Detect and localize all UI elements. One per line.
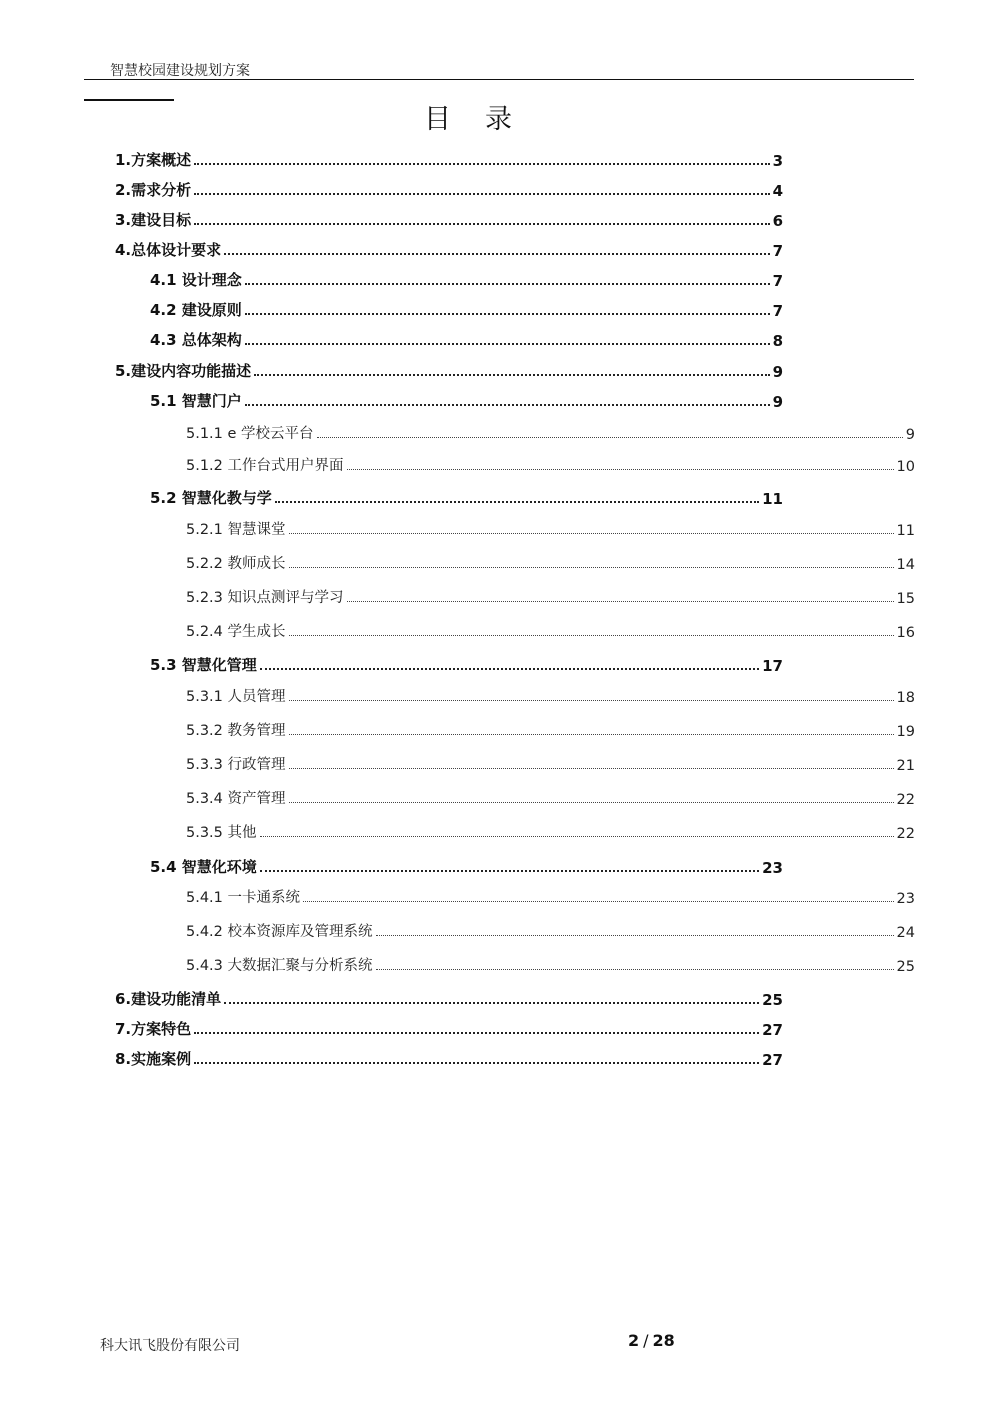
toc-entry-page: 6 [772,212,783,230]
toc-leader [347,469,894,470]
running-header-title: 智慧校园建设规划方案 [110,63,250,79]
toc-entry-label: 5.4.3 大数据汇聚与分析系统 [186,958,373,974]
toc-entry[interactable] [115,1017,783,1039]
toc-entry-label: 5.4.2 校本资源库及管理系统 [186,924,373,940]
footer-page-separator: / [643,1331,649,1350]
toc-entry-label: 3.建设目标 [115,211,192,229]
toc-leader [289,635,894,636]
toc-entry-label: 4.总体设计要求 [115,241,222,259]
toc-entry-page: 14 [896,557,915,573]
toc-entry[interactable] [115,148,783,170]
toc-entry-label: 4.1 设计理念 [150,271,242,289]
toc-entry-page: 24 [896,925,915,941]
toc-entry-page: 16 [896,625,915,641]
toc-leader [289,768,894,769]
toc-entry[interactable] [115,238,783,260]
toc-entry-page: 11 [762,490,783,508]
toc-entry-label: 5.3.4 资产管理 [186,791,286,807]
toc-entry[interactable] [150,268,783,290]
header-rule [84,79,914,80]
toc-leader [376,969,894,970]
toc-entry-label: 5.4.1 一卡通系统 [186,890,301,906]
toc-entry-page: 4 [772,182,783,200]
toc-entry-page: 8 [772,332,783,350]
toc-entry[interactable] [186,517,915,539]
toc-entry[interactable] [186,820,915,842]
toc-leader [224,253,769,255]
toc-entry-label: 5.1.2 工作台式用户界面 [186,458,344,474]
toc-entry-label: 5.2.1 智慧课堂 [186,522,286,538]
toc-leader [254,374,769,376]
toc-entry-label: 5.2.4 学生成长 [186,624,286,640]
footer-total-pages: 28 [652,1331,675,1350]
toc-leader [347,601,894,602]
toc-entry[interactable] [115,208,783,230]
toc-leader [260,870,759,872]
toc-entry[interactable] [186,919,915,941]
toc-entry-page: 9 [905,427,915,443]
toc-entry[interactable] [150,855,783,877]
toc-entry-page: 9 [772,393,783,411]
toc-entry-label: 5.3 智慧化管理 [150,656,257,674]
toc-entry-label: 5.3.1 人员管理 [186,689,286,705]
toc-entry[interactable] [186,786,915,808]
toc-entry[interactable] [186,752,915,774]
toc-leader [260,668,759,670]
toc-leader [194,1032,759,1034]
toc-entry[interactable] [150,298,783,320]
toc-entry-page: 23 [762,859,783,877]
toc-entry[interactable] [186,885,915,907]
toc-entry[interactable] [150,486,783,508]
toc-entry-page: 21 [896,758,915,774]
toc-entry-page: 7 [772,272,783,290]
toc-entry-page: 27 [762,1051,783,1069]
toc-leader [224,1002,759,1004]
toc-entry[interactable] [115,359,783,381]
toc-leader [289,700,894,701]
toc-leader [376,935,894,936]
toc-leader [289,802,894,803]
toc-entry[interactable] [186,684,915,706]
toc-entry-page: 7 [772,242,783,260]
toc-entry-label: 6.建设功能清单 [115,990,222,1008]
toc-entry[interactable] [150,653,783,675]
toc-entry-page: 11 [896,523,915,539]
toc-entry[interactable] [115,987,783,1009]
toc-entry-page: 19 [896,724,915,740]
toc-entry[interactable] [186,421,915,443]
toc-entry[interactable] [186,551,915,573]
toc-leader [194,193,769,195]
toc-entry-page: 23 [896,891,915,907]
toc-entry-label: 8.实施案例 [115,1050,192,1068]
toc-entry-label: 5.3.2 教务管理 [186,723,286,739]
toc-entry-label: 5.4 智慧化环境 [150,858,257,876]
toc-entry-page: 9 [772,363,783,381]
toc-entry-page: 10 [896,459,915,475]
toc-leader [245,404,770,406]
toc-leader [260,836,894,837]
toc-entry-page: 25 [896,959,915,975]
toc-entry[interactable] [150,328,783,350]
toc-entry[interactable] [186,718,915,740]
toc-leader [289,533,894,534]
toc-entry-page: 3 [772,152,783,170]
toc-entry-label: 5.建设内容功能描述 [115,362,252,380]
toc-entry-page: 27 [762,1021,783,1039]
toc-entry-label: 4.2 建设原则 [150,301,242,319]
toc-leader [289,734,894,735]
toc-entry[interactable] [186,585,915,607]
toc-entry-label: 5.2.3 知识点测评与学习 [186,590,344,606]
toc-entry-label: 5.2 智慧化教与学 [150,489,272,507]
toc-entry-page: 22 [896,792,915,808]
toc-entry-page: 7 [772,302,783,320]
toc-entry[interactable] [115,178,783,200]
toc-entry[interactable] [150,389,783,411]
toc-entry-label: 1.方案概述 [115,151,192,169]
toc-leader [317,437,903,438]
toc-entry-label: 5.3.3 行政管理 [186,757,286,773]
toc-entry[interactable] [186,953,915,975]
toc-leader [245,343,770,345]
toc-leader [194,1062,759,1064]
toc-entry-label: 5.3.5 其他 [186,825,257,841]
toc-leader [194,163,769,165]
toc-entry-page: 25 [762,991,783,1009]
toc-entry-label: 7.方案特色 [115,1020,192,1038]
toc-entry[interactable] [186,619,915,641]
toc-leader [245,283,770,285]
toc-entry-label: 5.2.2 教师成长 [186,556,286,572]
toc-entry-label: 5.1 智慧门户 [150,392,242,410]
toc-entry-page: 18 [896,690,915,706]
toc-heading: 目录 [424,104,546,135]
footer-page-number [628,1331,675,1350]
toc-entry[interactable] [186,453,915,475]
toc-leader [289,567,894,568]
toc-entry-page: 17 [762,657,783,675]
toc-entry-page: 22 [896,826,915,842]
toc-entry[interactable] [115,1047,783,1069]
toc-entry-label: 2.需求分析 [115,181,192,199]
toc-entry-label: 4.3 总体架构 [150,331,242,349]
toc-leader [275,501,759,503]
footer-company: 科大讯飞股份有限公司 [100,1338,240,1354]
toc-leader [245,313,770,315]
toc-entry-label: 5.1.1 e 学校云平台 [186,426,314,442]
toc-entry-page: 15 [896,591,915,607]
toc-leader [303,901,894,902]
footer-current-page: 2 [628,1331,640,1350]
toc-leader [194,223,769,225]
